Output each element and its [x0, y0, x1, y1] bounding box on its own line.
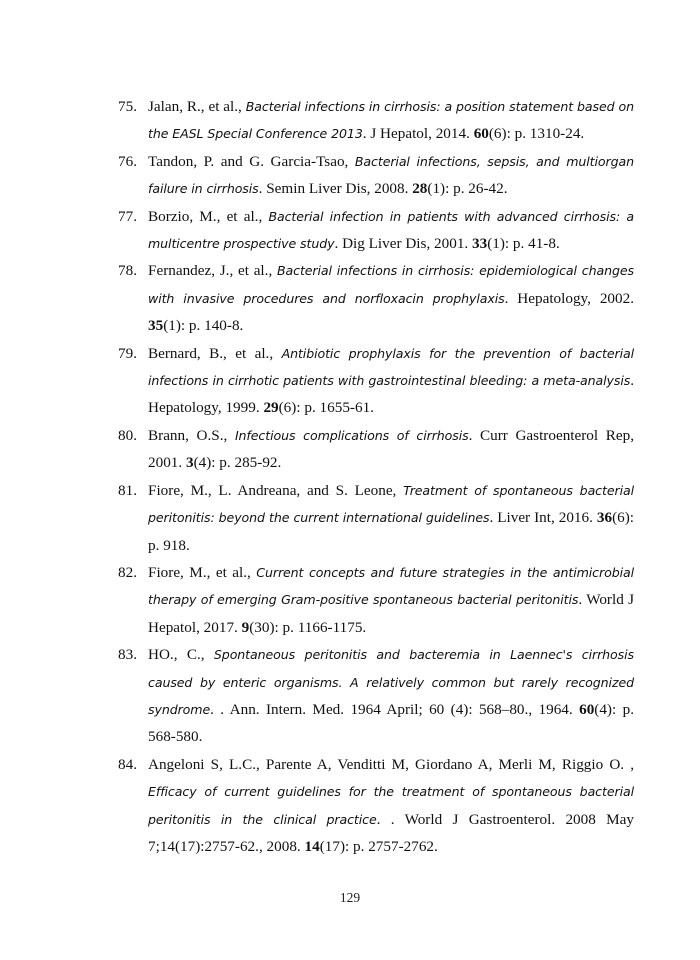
reference-pages: (1): p. 41-8.: [487, 235, 560, 253]
reference-title: Bacterial infections in cirrhosis: a position statement based on the EASL Special Conference 2013: [148, 99, 634, 142]
page-number: 129: [339, 890, 361, 905]
reference-volume: 9: [241, 618, 250, 636]
reference-authors: Brann, O.S.,: [148, 426, 235, 444]
reference-item: [118, 477, 634, 559]
reference-title: Bacterial infection in patients with advanced cirrhosis: a multicentre prospective study: [148, 208, 634, 252]
reference-journal: . Curr Gastroenterol Rep, 2001.: [148, 426, 634, 472]
reference-journal: . . World J Gastroenterol. 2008 May 7;14(17):2757-62., 2008.: [148, 810, 634, 855]
reference-number: 80.: [118, 426, 137, 444]
reference-pages: (4): p. 285-92.: [193, 454, 282, 472]
reference-title: Antibiotic prophylaxis for the prevention of bacterial infections in cirrhotic patients with gastrointestinal bleeding: a meta-analysis: [148, 345, 635, 389]
reference-volume: 14: [304, 837, 320, 855]
reference-volume: 60: [579, 700, 595, 718]
reference-item: [118, 751, 634, 861]
reference-volume: 29: [263, 399, 279, 417]
reference-journal: . World J Hepatol, 2017.: [148, 591, 635, 636]
reference-title: Bacterial infections, sepsis, and multiorgan failure in cirrhosis: [148, 153, 634, 197]
reference-authors: Fernandez, J., et al.,: [148, 262, 277, 280]
reference-number: 75.: [118, 98, 137, 115]
reference-volume: 28: [412, 180, 428, 198]
reference-authors: Angeloni S, L.C., Parente A, Venditti M, Giordano A, Merli M, Riggio O. ,: [148, 755, 634, 773]
reference-authors: HO., C.,: [148, 646, 214, 664]
reference-pages: (17): p. 2757-2762.: [319, 837, 438, 855]
reference-pages: (4): p. 568-580.: [148, 700, 634, 746]
reference-title: Bacterial infections in cirrhosis: epidemiological changes with invasive procedures and norfloxacin prophylaxis: [148, 263, 634, 306]
reference-journal: . Liver Int, 2016.: [489, 509, 597, 527]
reference-title: Treatment of spontaneous bacterial peritonitis: beyond the current international guidelines: [148, 482, 634, 526]
reference-journal: . Hepatology, 1999.: [148, 372, 634, 417]
reference-authors: Jalan, R., et al.,: [148, 98, 246, 115]
reference-journal: . Semin Liver Dis, 2008.: [258, 180, 413, 198]
reference-number: 77.: [118, 207, 137, 225]
reference-title: Efficacy of current guidelines for the treatment of spontaneous bacterial peritonitis in the clinical practice: [148, 784, 634, 827]
reference-volume: 33: [472, 235, 488, 253]
reference-authors: Tandon, P. and G. Garcia-Tsao,: [148, 152, 355, 170]
reference-number: 79.: [118, 344, 137, 362]
reference-volume: 60: [473, 125, 489, 143]
reference-pages: (6): p. 1310-24.: [488, 125, 585, 143]
reference-item: [118, 340, 634, 422]
reference-volume: 3: [185, 454, 194, 472]
reference-journal: . . Ann. Intern. Med. 1964 April; 60 (4): 568–80., 1964.: [210, 700, 580, 718]
reference-list: [118, 93, 634, 860]
reference-number: 76.: [118, 152, 137, 170]
reference-number: 78.: [118, 262, 137, 280]
reference-item: [118, 559, 634, 641]
reference-title: Current concepts and future strategies in the antimicrobial therapy of emerging Gram-positive spontaneous bacterial peritonitis: [148, 564, 635, 608]
reference-item: [118, 422, 634, 477]
reference-journal: . J Hepatol, 2014.: [362, 125, 474, 143]
reference-item: [118, 641, 634, 751]
reference-title: Infectious complications of cirrhosis: [234, 427, 469, 443]
reference-authors: Bernard, B., et al.,: [148, 344, 282, 362]
reference-number: 84.: [118, 755, 137, 773]
reference-authors: Fiore, M., et al.,: [148, 563, 257, 581]
reference-journal: . Hepatology, 2002.: [504, 289, 634, 307]
reference-journal: . Dig Liver Dis, 2001.: [334, 235, 473, 253]
reference-item: [118, 148, 634, 203]
reference-number: 83.: [118, 646, 137, 664]
reference-item: [118, 257, 634, 339]
reference-pages: (1): p. 26-42.: [427, 180, 508, 198]
reference-volume: 35: [148, 317, 164, 335]
reference-number: 81.: [118, 481, 137, 499]
reference-item: [118, 203, 634, 258]
reference-title: Spontaneous peritonitis and bacteremia in Laennec's cirrhosis caused by enteric organisms. A relatively common but rarely recognized syndrome: [148, 647, 634, 717]
reference-authors: Borzio, M., et al.,: [148, 207, 269, 225]
reference-pages: (1): p. 140-8.: [163, 317, 244, 335]
reference-pages: (6): p. 918.: [148, 509, 634, 554]
reference-volume: 36: [596, 509, 613, 527]
reference-pages: (6): p. 1655-61.: [278, 399, 374, 417]
reference-item: [118, 93, 634, 148]
reference-number: 82.: [118, 563, 137, 581]
reference-authors: Fiore, M., L. Andreana, and S. Leone,: [148, 481, 404, 499]
reference-pages: (30): p. 1166-1175.: [249, 618, 367, 636]
